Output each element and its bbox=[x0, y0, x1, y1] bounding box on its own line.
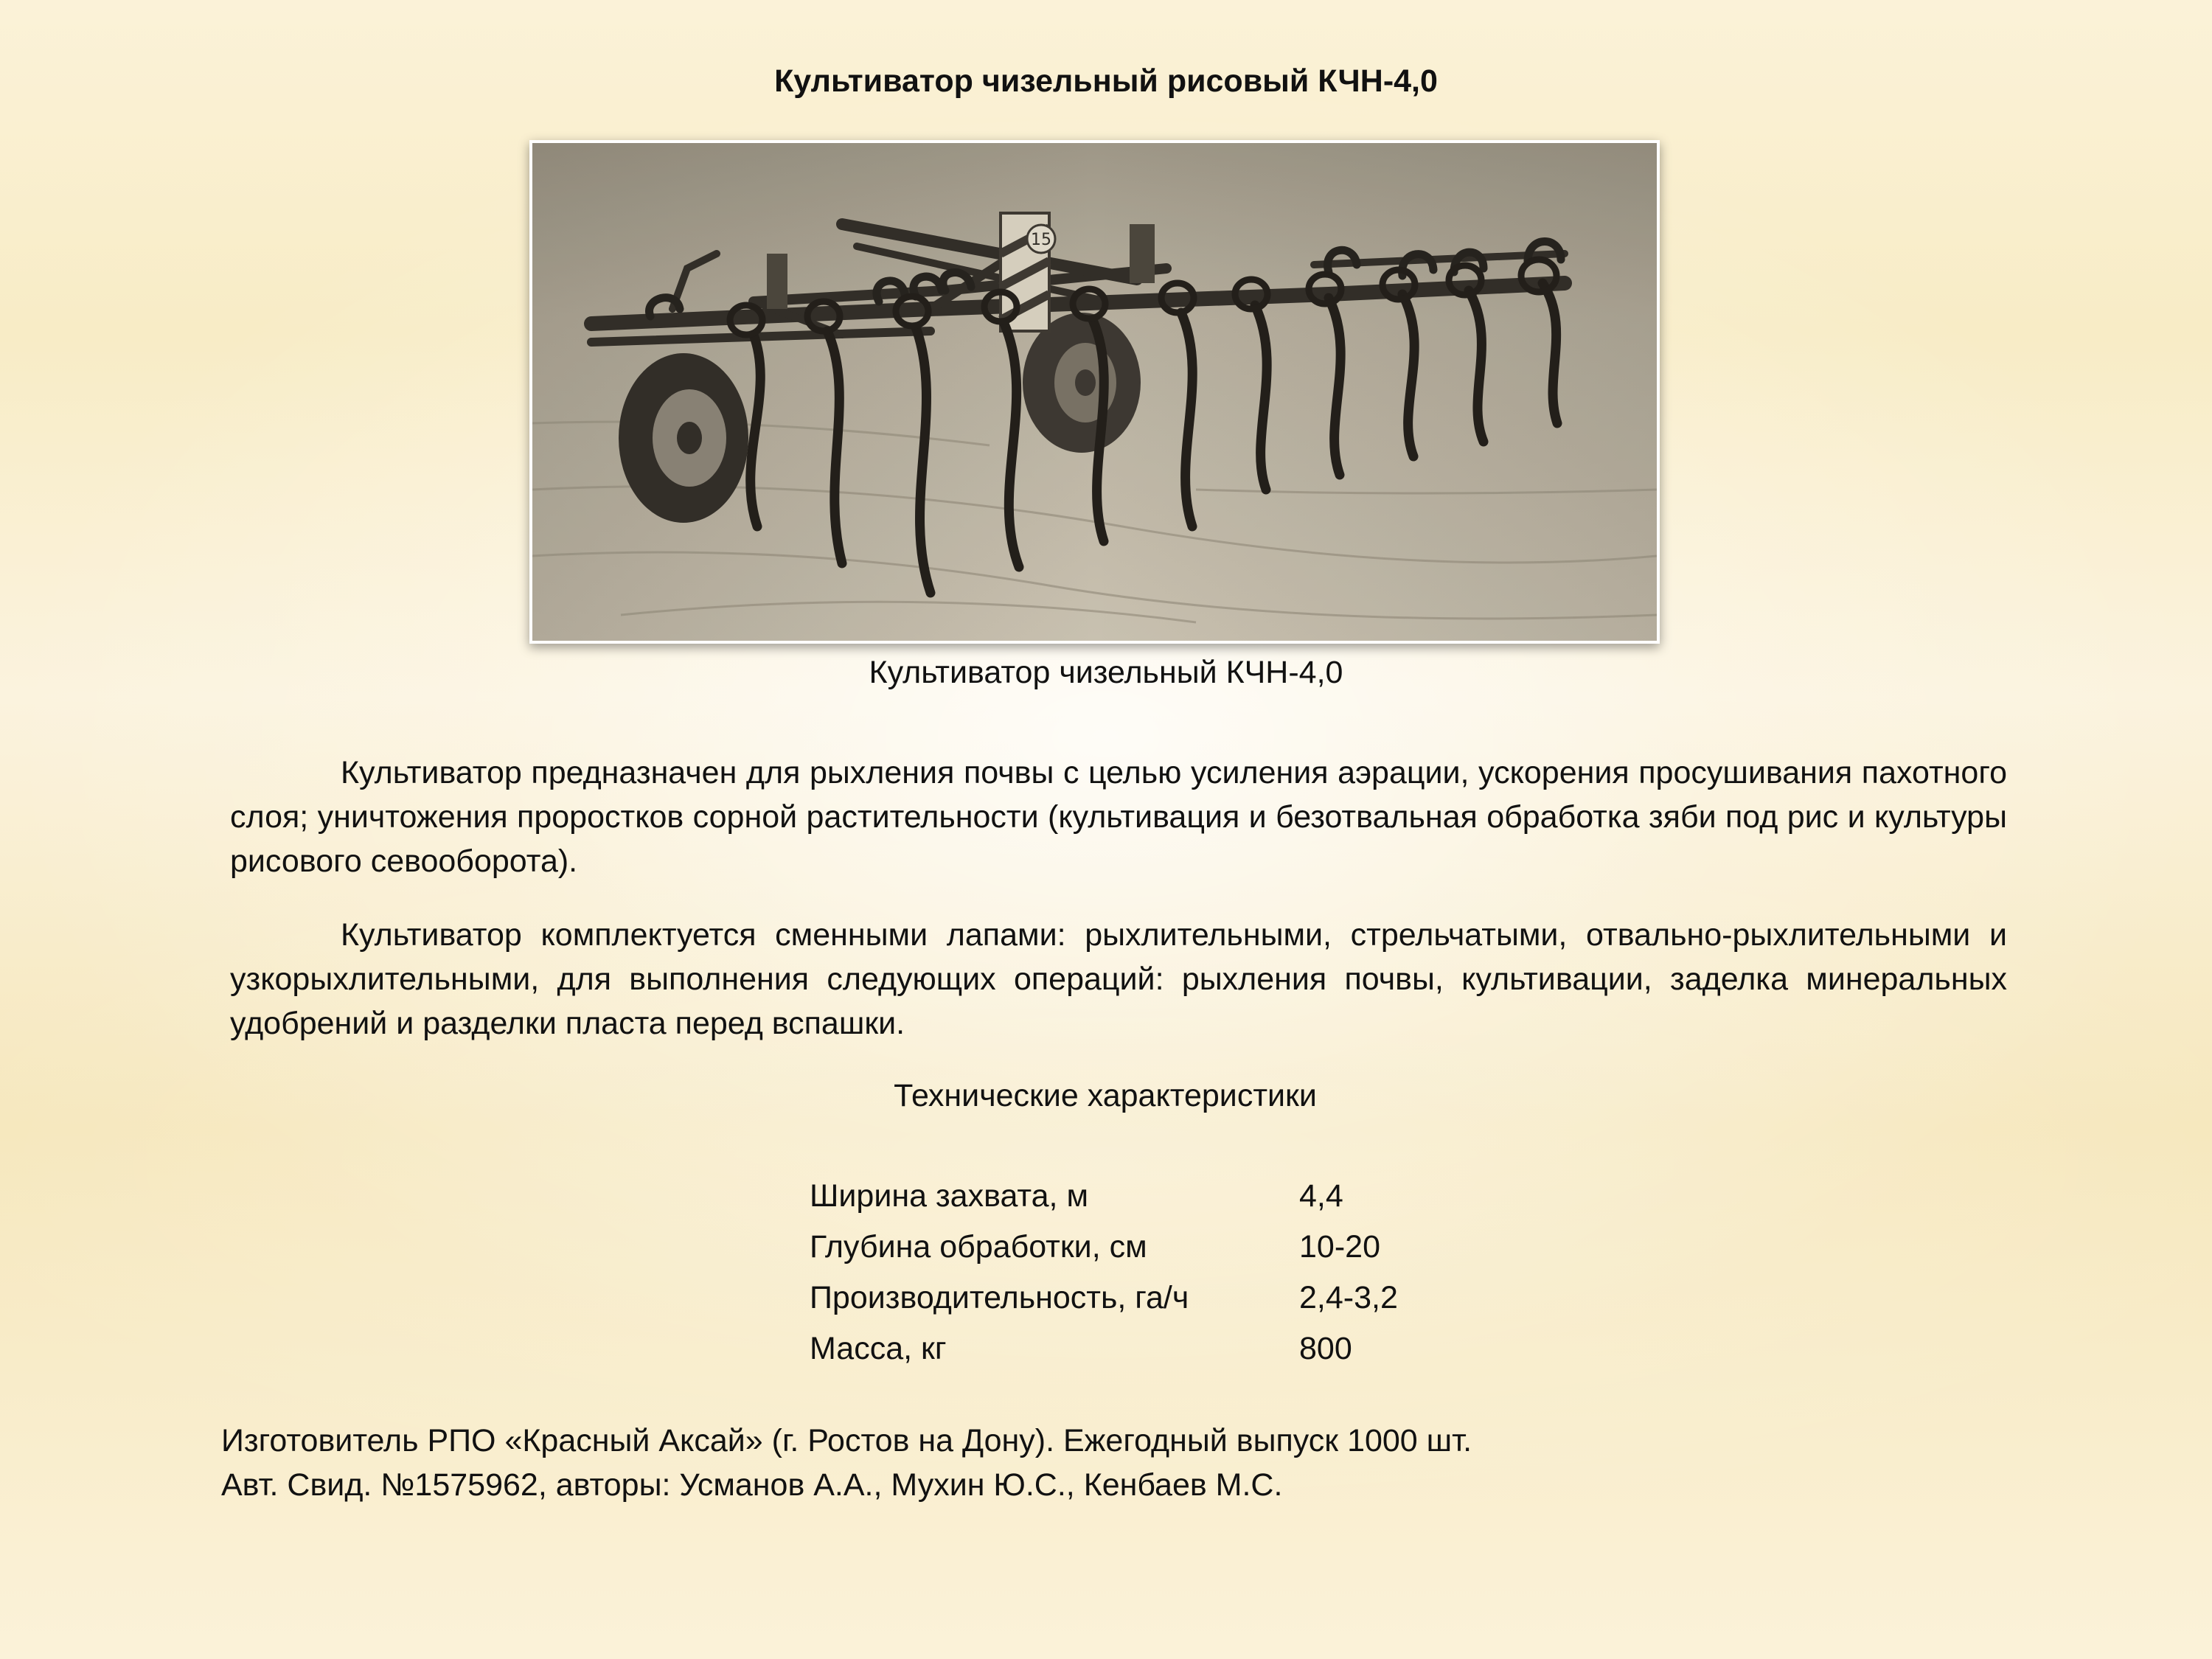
photo-caption: Культиватор чизельный КЧН-4,0 bbox=[869, 655, 1343, 690]
spec-name: Глубина обработки, см bbox=[810, 1229, 1147, 1265]
spec-value: 10-20 bbox=[1299, 1229, 1380, 1265]
specs-title: Технические характеристики bbox=[894, 1078, 1317, 1113]
spec-row bbox=[810, 1273, 1520, 1324]
spec-row bbox=[810, 1222, 1520, 1273]
specs-table bbox=[810, 1171, 1520, 1374]
cultivator-illustration bbox=[532, 143, 1657, 641]
sign-number: 15 bbox=[1031, 231, 1051, 249]
description-paragraph-1: Культиватор предназначен для рыхления почвы с целью усиления аэрации, ускорения просушивания пахотного слоя; уничтожения проростков сорной растительности (культивация и безотвальная обработка зяби под рис и культуры рисового севооборота). bbox=[230, 755, 2007, 879]
cultivator-photo bbox=[529, 140, 1660, 644]
spec-row bbox=[810, 1324, 1520, 1374]
spec-value: 2,4-3,2 bbox=[1299, 1280, 1398, 1315]
footer bbox=[221, 1419, 1472, 1507]
spec-row bbox=[810, 1171, 1520, 1222]
description-paragraph-2: Культиватор комплектуется сменными лапами: рыхлительными, стрельчатыми, отвально-рыхлительными и узкорыхлительными, для выполнения следующих операций: рыхления почвы, культивации, заделка минеральных удобрений и разделки пласта перед вспашки. bbox=[230, 917, 2007, 1041]
manufacturer-line: Изготовитель РПО «Красный Аксай» (г. Ростов на Дону). Ежегодный выпуск 1000 шт. bbox=[221, 1423, 1472, 1458]
spec-name: Масса, кг bbox=[810, 1331, 947, 1366]
spec-value: 4,4 bbox=[1299, 1178, 1343, 1214]
page-title: Культиватор чизельный рисовый КЧН-4,0 bbox=[774, 63, 1438, 99]
spec-name: Ширина захвата, м bbox=[810, 1178, 1089, 1214]
spec-name: Производительность, га/ч bbox=[810, 1280, 1189, 1315]
spec-value: 800 bbox=[1299, 1331, 1352, 1366]
patent-line: Авт. Свид. №1575962, авторы: Усманов А.А., Мухин Ю.С., Кенбаев М.С. bbox=[221, 1467, 1283, 1503]
